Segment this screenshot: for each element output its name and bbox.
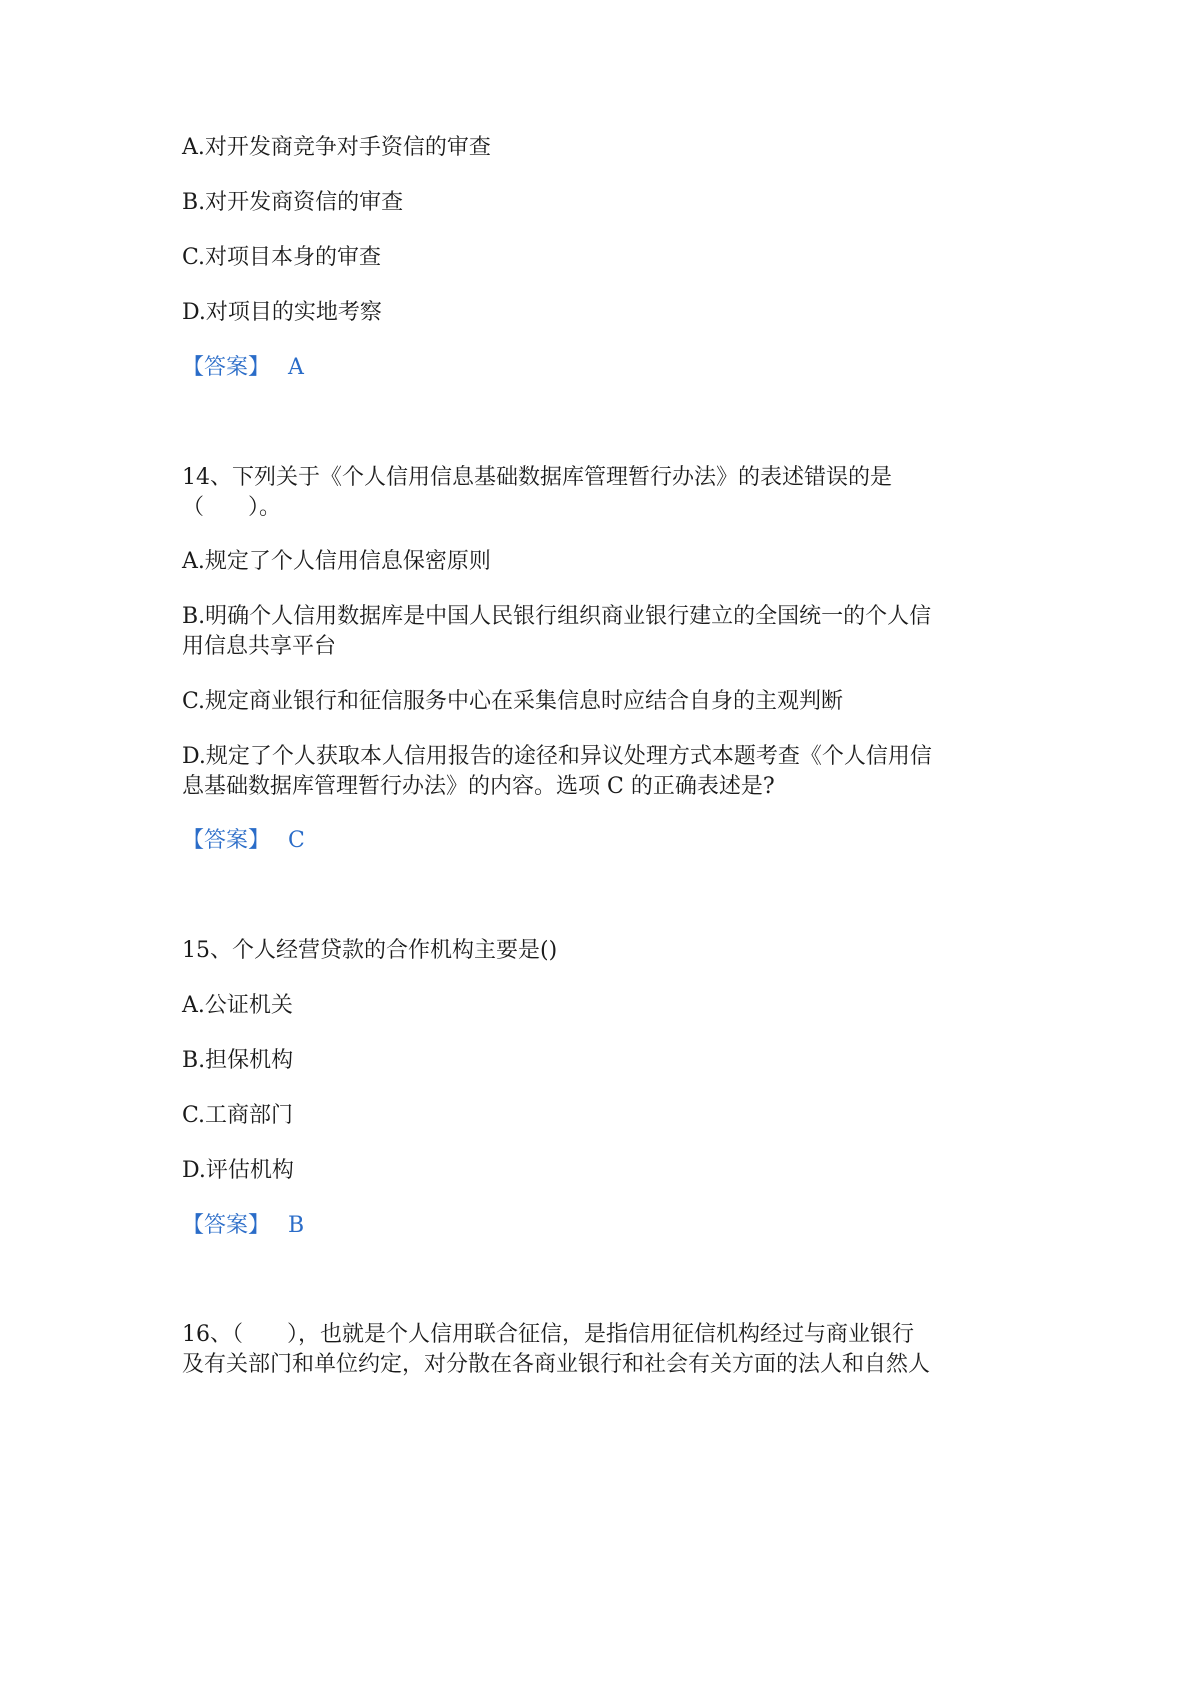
q14-option-b-line1: B.明确个人信用数据库是中国人民银行组织商业银行建立的全国统一的个人信 xyxy=(182,604,932,629)
q14-option-d-line2: 息基础数据库管理暂行办法》的内容。选项 C 的正确表述是? xyxy=(182,774,775,799)
q13-answer-value: A xyxy=(288,355,304,380)
q14-option-d-line1: D.规定了个人获取本人信用报告的途径和异议处理方式本题考查《个人信用信 xyxy=(182,744,932,769)
q14-answer-label: 【答案】 xyxy=(182,828,271,853)
q14-answer xyxy=(182,825,305,857)
q15-option-d: D.评估机构 xyxy=(182,1158,294,1183)
q15-option-c: C.工商部门 xyxy=(182,1103,294,1128)
q13-option-c: C.对项目本身的审查 xyxy=(182,245,382,270)
q13-option-b: B.对开发商资信的审查 xyxy=(182,190,404,215)
q14-option-b-line2: 用信息共享平台 xyxy=(182,634,337,659)
q15-answer-label: 【答案】 xyxy=(182,1213,271,1238)
q14-option-c: C.规定商业银行和征信服务中心在采集信息时应结合自身的主观判断 xyxy=(182,689,844,714)
q13-answer-label: 【答案】 xyxy=(182,355,271,380)
q14-stem-line2: （ ）。 xyxy=(182,495,282,520)
q14-stem-line1: 14、下列关于《个人信用信息基础数据库管理暂行办法》的表述错误的是 xyxy=(182,465,892,490)
q14-option-a: A.规定了个人信用信息保密原则 xyxy=(182,549,491,574)
q16-stem-line1: 16、（ ），也就是个人信用联合征信，是指信用征信机构经过与商业银行 xyxy=(182,1322,914,1347)
q15-stem: 15、个人经营贷款的合作机构主要是() xyxy=(182,938,558,963)
q15-answer xyxy=(182,1210,304,1242)
q15-answer-value: B xyxy=(288,1213,305,1238)
q13-option-d: D.对项目的实地考察 xyxy=(182,300,382,325)
q15-option-b: B.担保机构 xyxy=(182,1048,294,1073)
q16-stem-line2: 及有关部门和单位约定，对分散在各商业银行和社会有关方面的法人和自然人 xyxy=(182,1352,931,1377)
q13-answer xyxy=(182,352,304,384)
q13-option-a: A.对开发商竞争对手资信的审查 xyxy=(182,135,491,160)
q14-answer-value: C xyxy=(288,828,305,853)
q15-option-a: A.公证机关 xyxy=(182,993,293,1018)
